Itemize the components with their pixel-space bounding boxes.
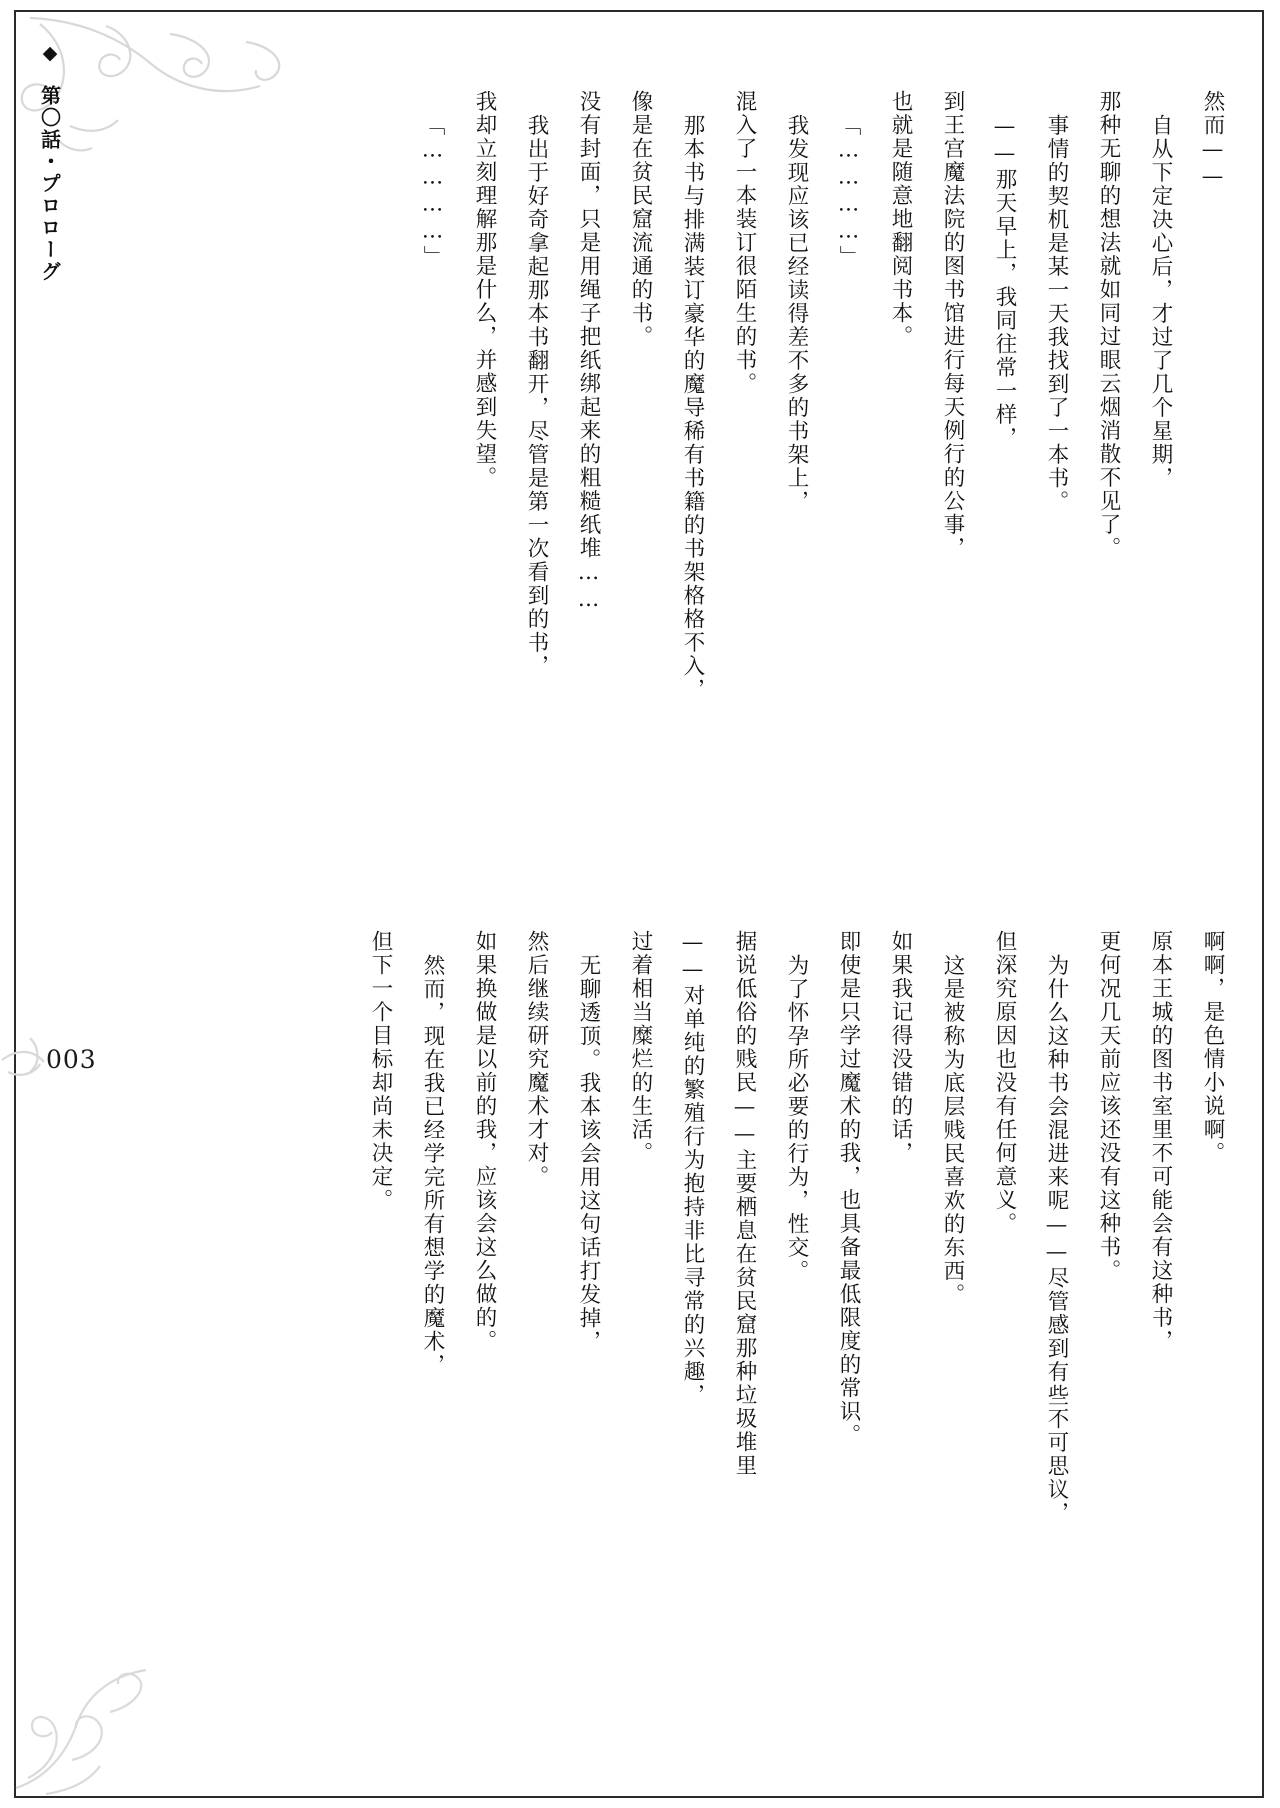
page-border-top (14, 10, 1264, 12)
paragraph: 那种无聊的想法就如同过眼云烟消散不见了。 (1096, 90, 1121, 560)
chapter-diamond-icon: ◆ (42, 42, 58, 64)
paragraph: 像是在贫民窟流通的书。 (628, 90, 653, 349)
paragraph: 如果我记得没错的话， (888, 930, 913, 1165)
paragraph: 到王宫魔法院的图书馆进行每天例行的公事， (940, 90, 965, 560)
paragraph: 我却立刻理解那是什么，并感到失望。 (472, 90, 497, 490)
paragraph: 事情的契机是某一天我找到了一本书。 (1044, 114, 1069, 514)
paragraph: 我出于好奇拿起那本书翻开，尽管是第一次看到的书， (524, 114, 549, 678)
paragraph: 然而—— (1200, 90, 1225, 191)
paragraph: ——对单纯的繁殖行为抱持非比寻常的兴趣， (680, 930, 705, 1407)
paragraph: 无聊透顶。我本该会用这句话打发掉， (576, 954, 601, 1354)
ornament-flourish-bottom-icon (6, 1638, 226, 1798)
body-text-lower (354, 930, 1238, 1570)
paragraph: 如果换做是以前的我，应该会这么做的。 (472, 930, 497, 1353)
paragraph: 啊啊，是色情小说啊。 (1200, 930, 1225, 1165)
paragraph: 即使是只学过魔术的我，也具备最低限度的常识。 (836, 930, 861, 1447)
paragraph: 据说低俗的贱民——主要栖息在贫民窟那种垃圾堆里 (732, 930, 757, 1478)
body-text-upper (406, 90, 1238, 770)
paragraph: 原本王城的图书室里不可能会有这种书， (1148, 930, 1173, 1353)
page-border-left (14, 10, 16, 1798)
paragraph: 「…………」 (420, 114, 445, 269)
page-border-bottom (14, 1796, 1264, 1798)
paragraph: 自从下定决心后，才过了几个星期， (1148, 114, 1173, 490)
paragraph: 混入了一本装订很陌生的书。 (732, 90, 757, 396)
chapter-heading (22, 44, 78, 303)
paragraph: 为了怀孕所必要的行为，性交。 (784, 954, 809, 1283)
paragraph: 这是被称为底层贱民喜欢的东西。 (940, 954, 965, 1307)
paragraph: 为什么这种书会混进来呢——尽管感到有些不可思议， (1044, 954, 1069, 1525)
page-number: 003 (46, 1045, 97, 1074)
paragraph: 更何况几天前应该还没有这种书。 (1096, 930, 1121, 1283)
paragraph: 然后继续研究魔术才对。 (524, 930, 549, 1189)
paragraph: 没有封面，只是用绳子把纸绑起来的粗糙纸堆…… (576, 90, 601, 614)
paragraph: 那本书与排满装订豪华的魔导稀有书籍的书架格格不入， (680, 114, 705, 702)
chapter-title: 第〇話・プロローグ (37, 85, 62, 283)
paragraph: 但深究原因也没有任何意义。 (992, 930, 1017, 1236)
paragraph: 也就是随意地翻阅书本。 (888, 90, 913, 349)
paragraph: ——那天早上，我同往常一样， (992, 114, 1017, 450)
paragraph: 「…………」 (836, 114, 861, 269)
paragraph: 然而，现在我已经学完所有想学的魔术， (420, 954, 445, 1377)
paragraph: 但下一个目标却尚未决定。 (368, 930, 393, 1212)
paragraph: 我发现应该已经读得差不多的书架上， (784, 114, 809, 514)
page-border-right (1262, 10, 1264, 1798)
paragraph: 过着相当糜烂的生活。 (628, 930, 653, 1165)
